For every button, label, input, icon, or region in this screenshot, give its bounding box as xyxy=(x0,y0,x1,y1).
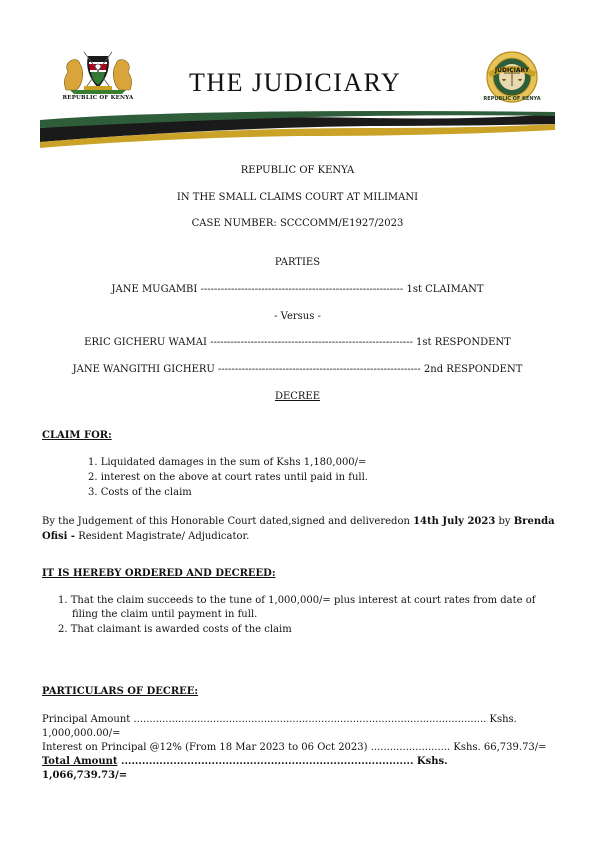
order-item: 2. That claimant is awarded costs of the claim xyxy=(58,624,292,635)
judiciary-seal-logo xyxy=(470,50,554,104)
claimant-line: JANE MUGAMBI ------------------------------------------------------------ 1st CLAIMANT xyxy=(111,284,484,295)
letterhead-title: THE JUDICIARY xyxy=(189,68,402,97)
judge-title: Resident Magistrate/ Adjudicator. xyxy=(75,531,250,542)
judge-last-name: Ofisi - xyxy=(42,531,76,542)
judgement-paragraph xyxy=(42,514,557,544)
principal-value: 1,000,000.00/= xyxy=(42,728,121,739)
case-number: CASE NUMBER: SCCCOMM/E1927/2023 xyxy=(191,218,404,229)
judgement-date: 14th July 2023 xyxy=(413,516,496,527)
particulars-block xyxy=(42,713,557,783)
total-line xyxy=(42,755,557,769)
interest-line: Interest on Principal @12% (From 18 Mar 2023 to 06 Oct 2023) ......................... Kshs. 66,739.73/= xyxy=(42,742,547,753)
republic-heading: REPUBLIC OF KENYA xyxy=(240,165,355,176)
respondent-2-line: JANE WANGITHI GICHERU ------------------------------------------------------------ 2nd RESPONDENT xyxy=(72,364,523,375)
court-heading: IN THE SMALL CLAIMS COURT AT MILIMANI xyxy=(176,192,419,203)
respondent-1-line: ERIC GICHERU WAMAI ------------------------------------------------------------ 1st RESPONDENT xyxy=(84,337,511,348)
order-item: 1. That the claim succeeds to the tune of 1,000,000/= plus interest at court rates from date of xyxy=(58,595,536,606)
parties-label: PARTIES xyxy=(274,257,321,268)
versus-line: - Versus - xyxy=(274,311,321,322)
order-item-continuation: filing the claim until payment in full. xyxy=(72,609,258,620)
coat-of-arms-caption: REPUBLIC OF KENYA xyxy=(62,95,134,101)
header-swoosh-band xyxy=(40,110,555,152)
seal-caption-text: REPUBLIC OF KENYA xyxy=(483,96,541,102)
principal-line: Principal Amount ............................................................................................................... Kshs. xyxy=(42,714,517,725)
judge-first-name: Brenda xyxy=(513,516,555,527)
claim-heading: CLAIM FOR: xyxy=(42,430,112,441)
judgement-by: by xyxy=(495,516,514,527)
total-label: Total Amount xyxy=(42,756,118,767)
judgement-text: By the Judgement of this Honorable Court dated,signed and deliveredon xyxy=(42,516,414,527)
particulars-heading: PARTICULARS OF DECREE: xyxy=(42,686,199,697)
seal-banner-text: JUDICIARY xyxy=(494,67,530,74)
orders-heading: IT IS HEREBY ORDERED AND DECREED: xyxy=(42,568,276,579)
total-dots: .................................................................................... Kshs. xyxy=(117,756,448,767)
document-type-heading: DECREE xyxy=(274,391,321,402)
total-value: 1,066,739.73/= xyxy=(42,770,128,781)
coat-of-arms-logo xyxy=(58,50,138,102)
claim-item: 2. interest on the above at court rates until paid in full. xyxy=(88,472,368,483)
claim-item: 3. Costs of the claim xyxy=(88,487,192,498)
claim-item: 1. Liquidated damages in the sum of Kshs 1,180,000/= xyxy=(88,457,367,468)
